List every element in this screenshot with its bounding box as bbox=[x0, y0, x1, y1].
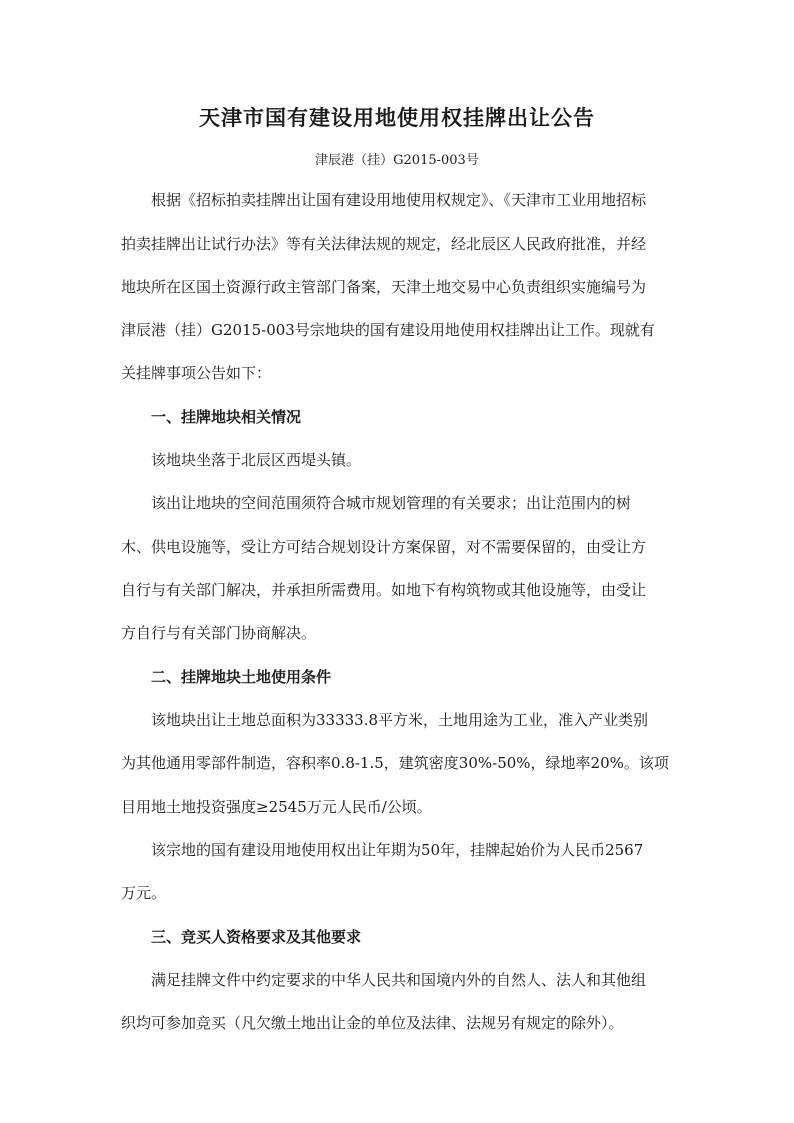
paragraph-line: 该宗地的国有建设用地使用权出让年期为50年，挂牌起始价为人民币2567 bbox=[151, 841, 644, 859]
section-heading: 二、挂牌地块土地使用条件 bbox=[151, 668, 332, 686]
intro-line: 关挂牌事项公告如下： bbox=[121, 364, 272, 382]
intro-line: 津辰港（挂）G2015-003号宗地块的国有建设用地使用权挂牌出让工作。现就有 bbox=[121, 321, 655, 339]
section-heading: 三、竞买人资格要求及其他要求 bbox=[151, 928, 362, 946]
paragraph-line: 满足挂牌文件中约定要求的中华人民共和国境内外的自然人、法人和其他组 bbox=[151, 971, 647, 989]
paragraph-line: 自行与有关部门解决，并承担所需费用。如地下有构筑物或其他设施等，由受让 bbox=[121, 581, 647, 599]
intro-line: 地块所在区国土资源行政主管部门备案，天津土地交易中心负责组织实施编号为 bbox=[121, 278, 647, 296]
paragraph-line: 该地块出让土地总面积为33333.8平方米，土地用途为工业，准入产业类别 bbox=[151, 711, 649, 729]
page-title: 天津市国有建设用地使用权挂牌出让公告 bbox=[199, 106, 595, 130]
section-heading: 一、挂牌地块相关情况 bbox=[151, 408, 302, 426]
paragraph-line: 该地块坐落于北辰区西堤头镇。 bbox=[151, 451, 362, 469]
paragraph-line: 该出让地块的空间范围须符合城市规划管理的有关要求；出让范围内的树 bbox=[151, 494, 632, 512]
intro-line: 根据《招标拍卖挂牌出让国有建设用地使用权规定》、《天津市工业用地招标 bbox=[151, 191, 647, 209]
paragraph-line: 木、供电设施等，受让方可结合规划设计方案保留，对不需要保留的，由受让方 bbox=[121, 538, 647, 556]
intro-line: 拍卖挂牌出让试行办法》等有关法律法规的规定，经北辰区人民政府批准，并经 bbox=[121, 235, 647, 253]
paragraph-line: 方自行与有关部门协商解决。 bbox=[121, 624, 317, 642]
paragraph-line: 为其他通用零部件制造，容积率0.8-1.5，建筑密度30%-50%，绿地率20%。该项 bbox=[121, 754, 669, 772]
document-number: 津辰港（挂）G2015-003号 bbox=[315, 153, 479, 168]
paragraph-line: 万元。 bbox=[121, 884, 167, 902]
paragraph-line: 织均可参加竞买（凡欠缴土地出让金的单位及法律、法规另有规定的除外）。 bbox=[121, 1014, 624, 1032]
paragraph-line: 目用地土地投资强度≥2545万元人民币/公顷。 bbox=[121, 798, 432, 816]
